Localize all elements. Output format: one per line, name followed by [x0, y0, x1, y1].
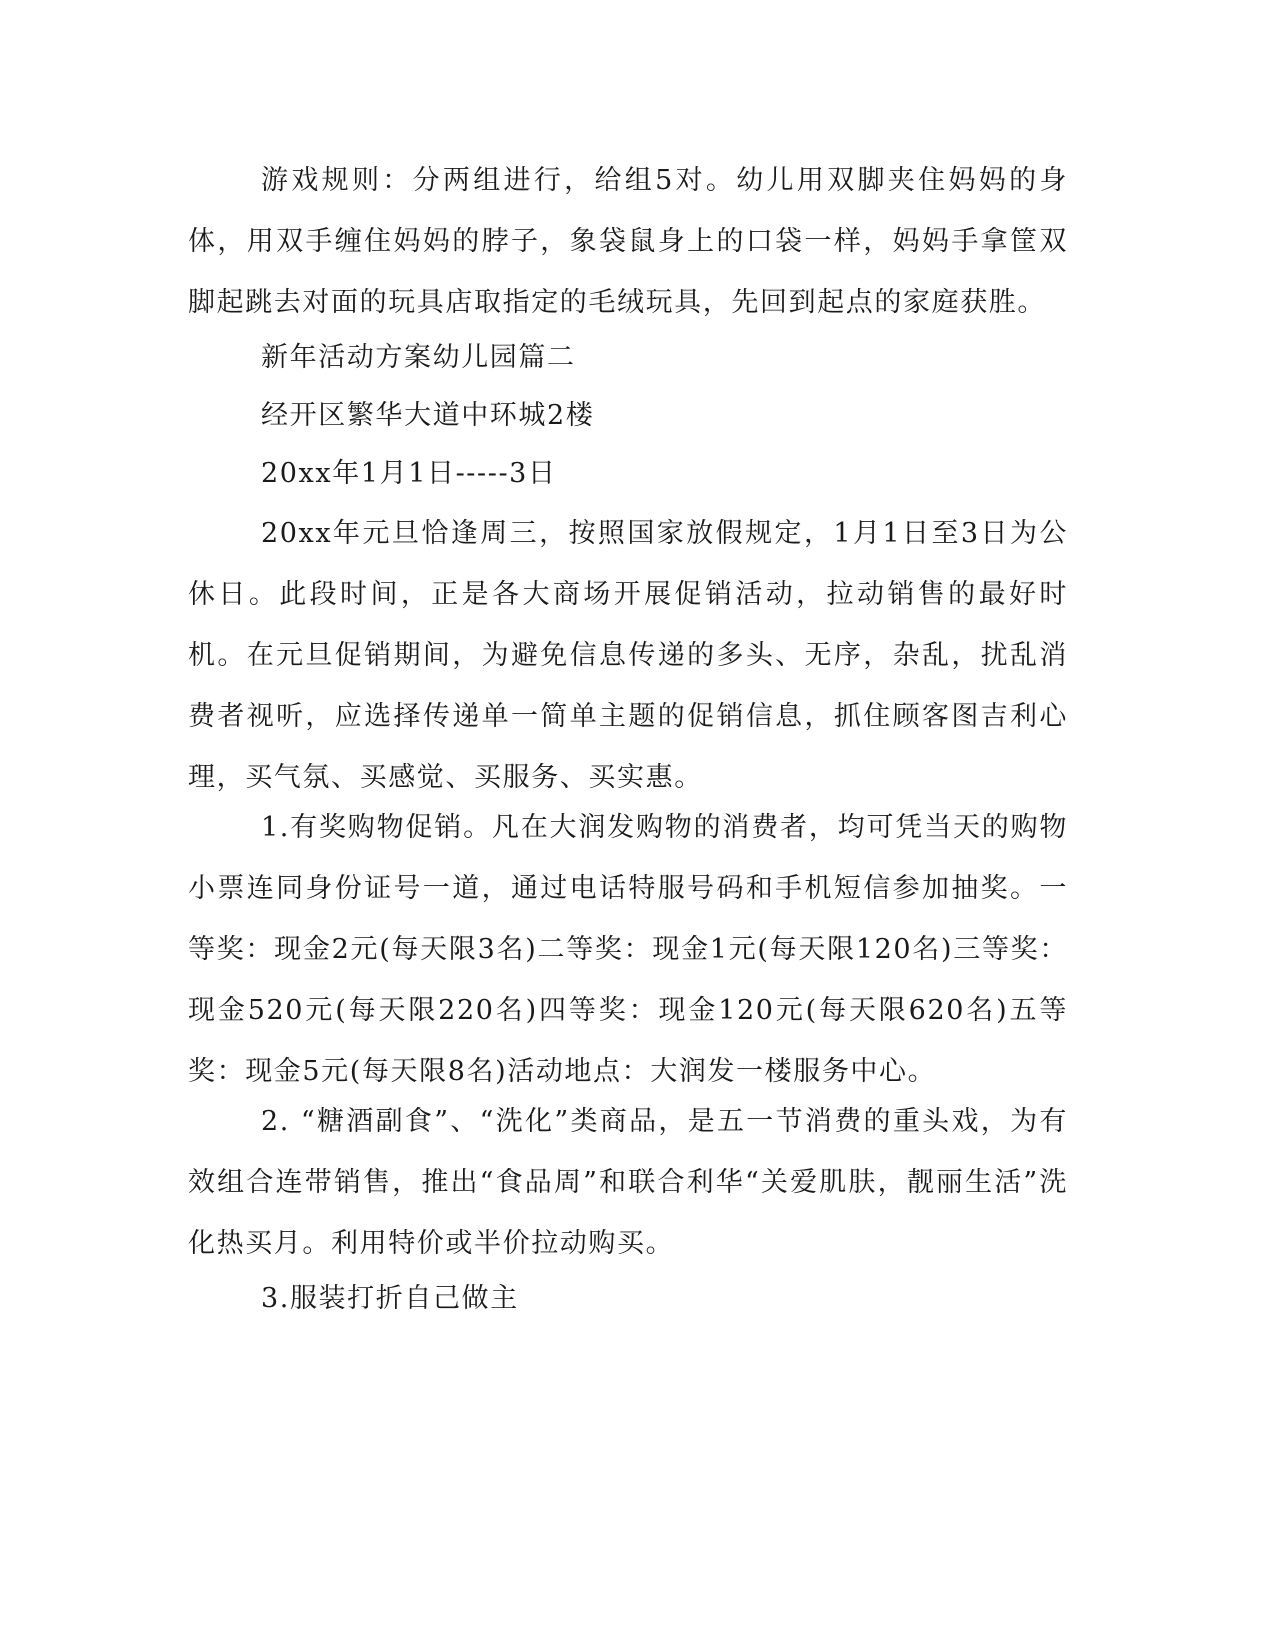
event-date: 20xx年1月1日-----3日	[261, 458, 557, 489]
paragraph-item-1: 1.有奖购物促销。凡在大润发购物的消费者，均可凭当天的购物小票连同身份证号一道，通过电话特服号码和手机短信参加抽奖。一等奖：现金2元(每天限3名)二等奖：现金1元(每天限120名)三等奖：现金520元(每天限220名)四等奖：现金120元(每天限620名)五等奖：现金5元(每天限8名)活动地点：大润发一楼服务中心。	[188, 812, 1068, 1087]
event-location: 经开区繁华大道中环城2楼	[261, 400, 595, 431]
paragraph-item-2: 2. “糖酒副食”、“洗化”类商品，是五一节消费的重头戏，为有效组合连带销售，推出“食品周”和联合利华“关爱肌肤，靓丽生活”洗化热买月。利用特价或半价拉动购买。	[188, 1106, 1068, 1259]
paragraph-background: 20xx年元旦恰逢周三，按照国家放假规定，1月1日至3日为公休日。此段时间，正是各大商场开展促销活动，拉动销售的最好时机。在元旦促销期间，为避免信息传递的多头、无序，杂乱，扰乱消费者视听，应选择传递单一简单主题的促销信息，抓住顾客图吉利心理，买气氛、买感觉、买服务、买实惠。	[188, 518, 1068, 793]
paragraph-item-3: 3.服装打折自己做主	[261, 1283, 519, 1314]
section-heading: 新年活动方案幼儿园篇二	[261, 342, 576, 373]
paragraph-game-rules: 游戏规则：分两组进行，给组5对。幼儿用双脚夹住妈妈的身体，用双手缠住妈妈的脖子，象袋鼠身上的口袋一样，妈妈手拿筐双脚起跳去对面的玩具店取指定的毛绒玩具，先回到起点的家庭获胜。	[188, 165, 1068, 318]
